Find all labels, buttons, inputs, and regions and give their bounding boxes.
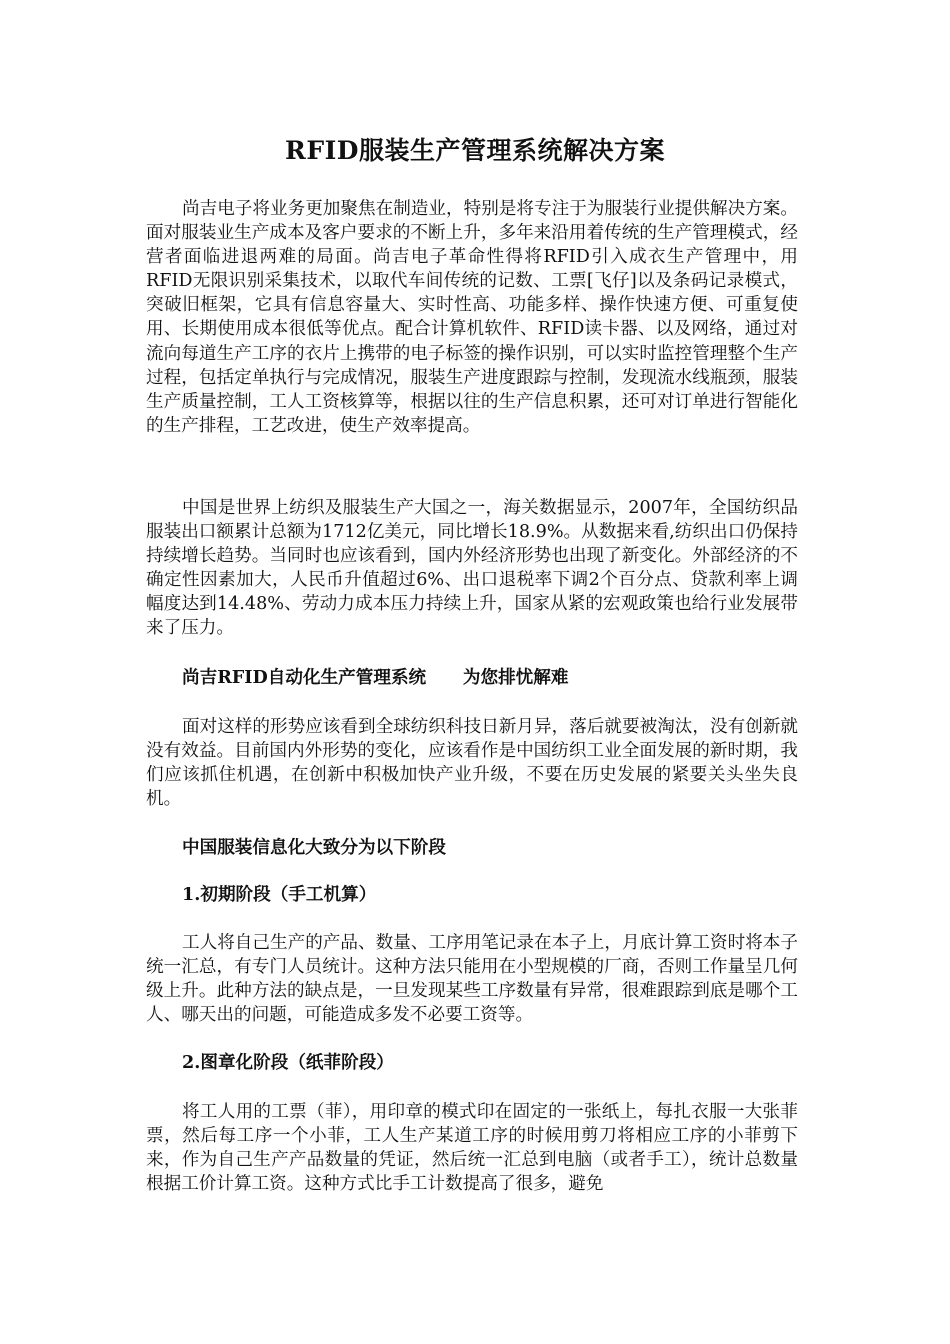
stage1-paragraph: 工人将自己生产的产品、数量、工序用笔记录在本子上，月底计算工资时将本子统一汇总，有专门人员统计。这种方法只能用在小型规模的厂商，否则工作量呈几何级上升。此种方法的缺点是，一旦发现某些工序数量有异常，很难跟踪到底是哪个工人、哪天出的问题，可能造成多发不必要工资等。 xyxy=(146,933,798,1026)
stage2-heading: 2.图章化阶段（纸菲阶段） xyxy=(182,1052,394,1073)
market-paragraph: 中国是世界上纺织及服装生产大国之一，海关数据显示，2007年，全国纺织品服装出口额累计总额为1712亿美元，同比增长18.9%。从数据来看,纺织出口仍保持持续增长趋势。当同时也应该看到，国内外经济形势也出现了新变化。外部经济的不确定性因素加大，人民币升值超过6%、出口退税率下调2个百分点、贷款利率上调幅度达到14.48%、劳动力成本压力持续上升，国家从紧的宏观政策也给行业发展带来了压力。 xyxy=(146,498,798,639)
stage1-heading: 1.初期阶段（手工机算） xyxy=(182,884,377,905)
stage2-paragraph: 将工人用的工票（菲），用印章的模式印在固定的一张纸上，每扎衣服一大张菲票，然后每工序一个小菲，工人生产某道工序的时候用剪刀将相应工序的小菲剪下来，作为自己生产产品数量的凭证，然后统一汇总到电脑（或者手工），统计总数量根据工价计算工资。这种方式比手工计数提高了很多，避免 xyxy=(146,1102,798,1195)
stages-heading: 中国服装信息化大致分为以下阶段 xyxy=(182,837,446,858)
system-heading: 尚吉RFID自动化生产管理系统 为您排忧解难 xyxy=(182,667,569,688)
document-title: RFID服装生产管理系统解决方案 xyxy=(285,136,665,165)
intro-paragraph: 尚吉电子将业务更加聚焦在制造业，特别是将专注于为服装行业提供解决方案。面对服装业生产成本及客户要求的不断上升，多年来沿用着传统的生产管理模式，经营者面临进退两难的局面。尚吉电子革命性得将RFID引入成衣生产管理中，用RFID无限识别采集技术，以取代车间传统的记数、工票[飞仔]以及条码记录模式，突破旧框架，它具有信息容量大、实时性高、功能多样、操作快速方便、可重复使用、长期使用成本很低等优点。配合计算机软件、RFID读卡器、以及网络，通过对流向每道生产工序的衣片上携带的电子标签的操作识别，可以实时监控管理整个生产过程，包括定单执行与完成情况，服装生产进度跟踪与控制，发现流水线瓶颈，服装生产质量控制，工人工资核算等，根据以往的生产信息积累，还可对订单进行智能化的生产排程，工艺改进，使生产效率提高。 xyxy=(146,199,798,436)
innovation-paragraph: 面对这样的形势应该看到全球纺织科技日新月异，落后就要被淘汰，没有创新就没有效益。目前国内外形势的变化，应该看作是中国纺织工业全面发展的新时期，我们应该抓住机遇，在创新中积极加快产业升级，不要在历史发展的紧要关头坐失良机。 xyxy=(146,717,798,810)
